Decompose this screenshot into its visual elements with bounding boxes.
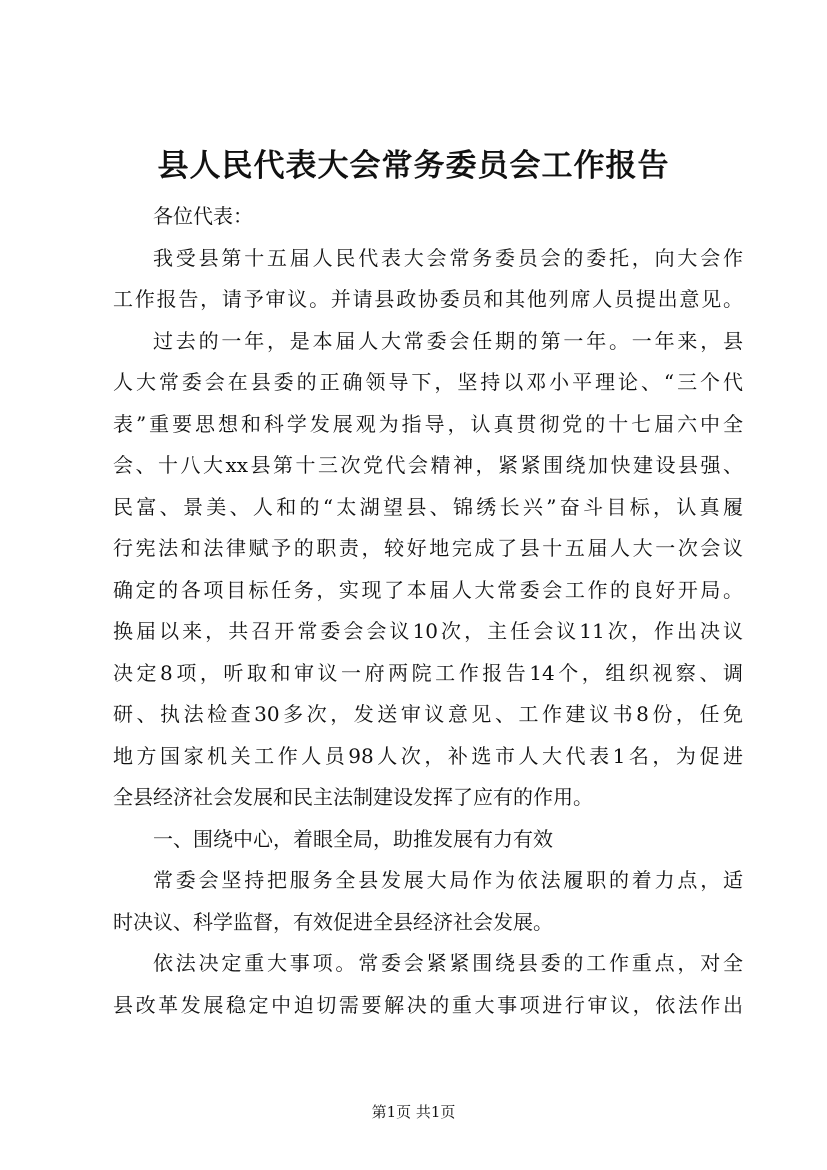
text-line: 确定的各项目标任务，实现了本届人大常委会工作的良好开局。 (113, 577, 743, 602)
text-line: 研、执法检查30多次，发送审议意见、工作建议书8份，任免 (113, 702, 743, 726)
text-line: 时决议、科学监督，有效促进全县经济社会发展。 (113, 909, 553, 934)
text-line: 人大常委会在县委的正确领导下，坚持以邓小平理论、“三个代 (113, 370, 743, 394)
document-title: 县人民代表大会常务委员会工作报告 (157, 148, 670, 184)
page-footer: 第1页 共1页 (371, 1103, 456, 1121)
text-line: 换届以来，共召开常委会会议10次，主任会议11次，作出决议 (113, 619, 743, 643)
text-line: 地方国家机关工作人员98人次，补选市人大代表1名，为促进 (113, 743, 743, 768)
text-line: 县改革发展稳定中迫切需要解决的重大事项进行审议，依法作出 (113, 992, 743, 1017)
text-line: 全县经济社会发展和民主法制建设发挥了应有的作用。 (113, 785, 593, 809)
text-line: 各位代表： (153, 204, 253, 228)
text-line: 我受县第十五届人民代表大会常务委员会的委托，向大会作 (153, 245, 743, 270)
section-heading: 一、围绕中心，着眼全局，助推发展有力有效 (153, 826, 553, 851)
text-line: 依法决定重大事项。常委会紧紧围绕县委的工作重点，对全 (153, 951, 743, 975)
document-body (113, 196, 743, 1026)
text-line: 常委会坚持把服务全县发展大局作为依法履职的着力点，适 (153, 868, 743, 892)
text-line: 表”重要思想和科学发展观为指导，认真贯彻党的十七届六中全 (113, 411, 743, 436)
text-line: 决定8项，听取和审议一府两院工作报告14个，组织视察、调 (113, 660, 743, 685)
text-line: 过去的一年，是本届人大常委会任期的第一年。一年来，县 (153, 328, 743, 353)
text-line: 工作报告，请予审议。并请县政协委员和其他列席人员提出意见。 (113, 287, 743, 311)
text-line: 民富、景美、人和的“太湖望县、锦绣长兴”奋斗目标，认真履 (113, 494, 743, 519)
text-line: 会、十八大xx县第十三次党代会精神，紧紧围绕加快建设县强、 (113, 453, 743, 477)
text-line: 行宪法和法律赋予的职责，较好地完成了县十五届人大一次会议 (113, 536, 743, 560)
